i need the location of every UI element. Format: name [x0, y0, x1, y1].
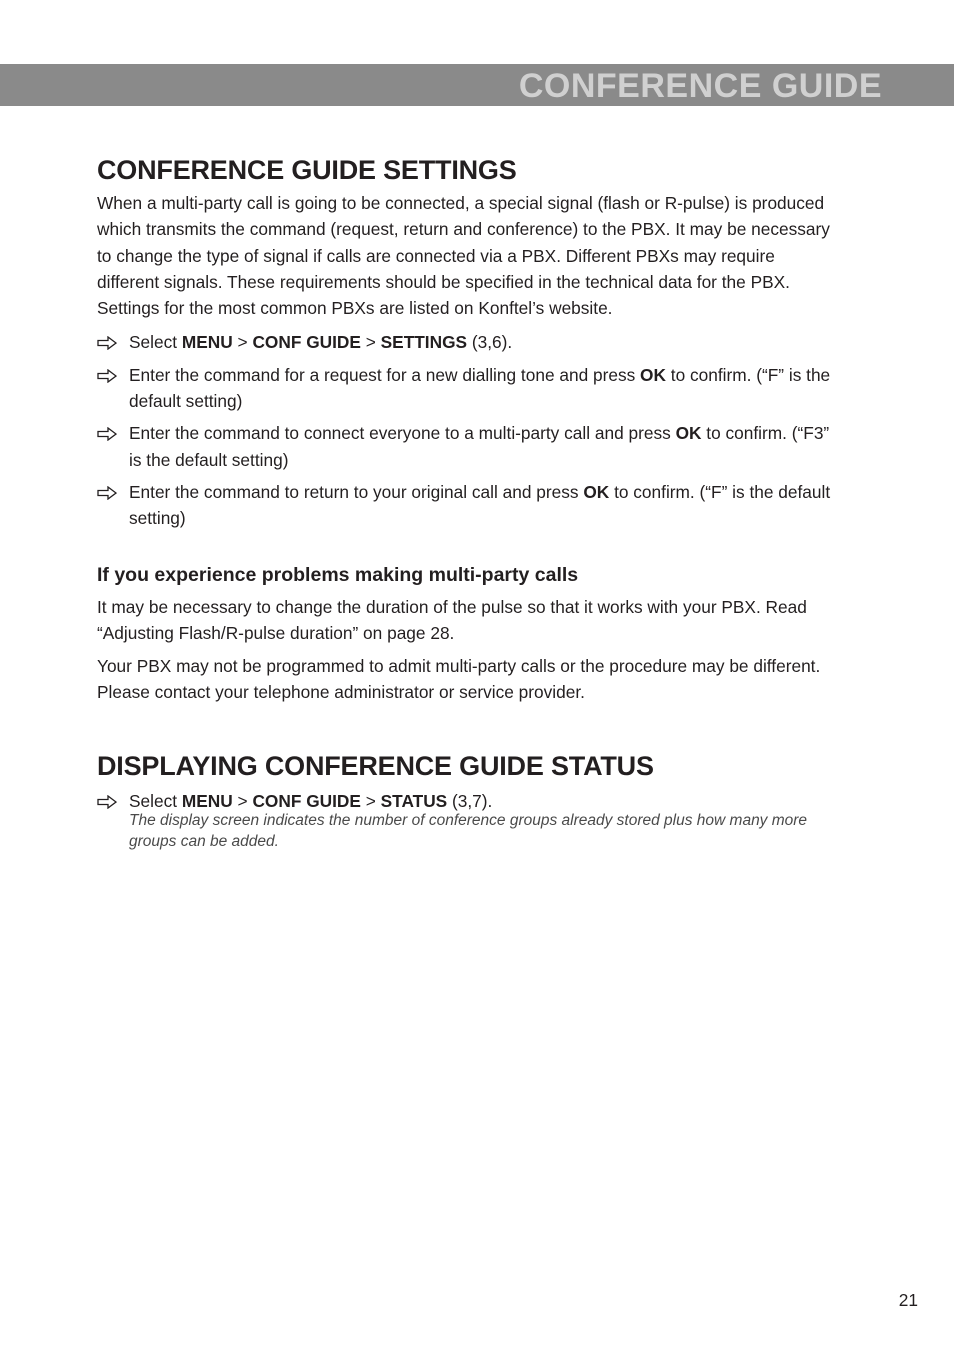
step-text: (3,7). — [447, 790, 493, 811]
step-text: (3,6). — [467, 332, 513, 353]
header-band — [0, 64, 954, 106]
page-content — [97, 152, 832, 852]
header-title: CONFERENCE GUIDE — [518, 67, 882, 105]
separator: > — [360, 790, 381, 811]
step-text: to confirm. (“F” is the default setting) — [129, 481, 831, 529]
settings-steps — [97, 329, 832, 531]
arrow-right-icon — [97, 427, 117, 441]
status-keyword: STATUS — [380, 790, 448, 811]
pulse-duration-paragraph: It may be necessary to change the duration of the pulse so that it works with your PBX. Read “Adjusting Flash/R-pulse duration” on page 28. — [97, 596, 807, 643]
step-text: to confirm. (“F3” is the default setting) — [129, 423, 830, 470]
subheading-problems: If you experience problems making multi-party calls — [97, 563, 579, 586]
settings-keyword: SETTINGS — [380, 332, 468, 353]
step-item — [97, 329, 832, 355]
ok-keyword: OK — [640, 364, 666, 385]
conf-guide-keyword: CONF GUIDE — [252, 332, 361, 353]
step-text: to confirm. (“F” is the default setting) — [129, 364, 831, 412]
arrow-right-icon — [97, 336, 117, 350]
arrow-right-icon — [97, 795, 117, 809]
separator: > — [232, 332, 253, 353]
conf-guide-keyword: CONF GUIDE — [252, 790, 361, 811]
ok-keyword: OK — [583, 481, 610, 502]
menu-keyword: MENU — [181, 332, 233, 353]
step-item — [97, 420, 832, 473]
step-text: Enter the command to return to your original call and press — [129, 481, 584, 502]
separator: > — [360, 332, 381, 353]
pbx-programming-paragraph: Your PBX may not be programmed to admit multi-party calls or the procedure may be different. Please contact your telephone administrator or service provider. — [97, 656, 821, 703]
arrow-right-icon — [97, 369, 117, 383]
section-title-status: DISPLAYING CONFERENCE GUIDE STATUS — [97, 750, 654, 781]
step-text: Enter the command for a request for a new dialling tone and press — [129, 364, 641, 385]
ok-keyword: OK — [675, 423, 702, 444]
step-text: Select — [129, 332, 182, 353]
page-number: 21 — [898, 1290, 918, 1310]
section-title-settings: CONFERENCE GUIDE SETTINGS — [97, 155, 517, 185]
step-text: Select — [129, 790, 182, 811]
step-text: Enter the command to connect everyone to a multi-party call and press — [129, 423, 676, 444]
arrow-right-icon — [97, 486, 117, 500]
status-note: The display screen indicates the number of conference groups already stored plus how many more groups can be added. — [129, 812, 808, 850]
step-item — [97, 788, 832, 814]
step-item — [97, 362, 832, 415]
intro-paragraph: When a multi-party call is going to be connected, a special signal (flash or R-pulse) is produced which transmits the command (request, return and conference) to the PBX. It may be necessary to change the type of signal if calls are connected via a PBX. Different PBXs may require different signals. These requirements should be specified in the technical data for the PBX. Settings for the most common PBXs are listed on Konftel’s website. — [97, 193, 830, 319]
step-item — [97, 479, 832, 532]
separator: > — [232, 790, 253, 811]
status-steps — [97, 788, 832, 852]
menu-keyword: MENU — [181, 790, 233, 811]
